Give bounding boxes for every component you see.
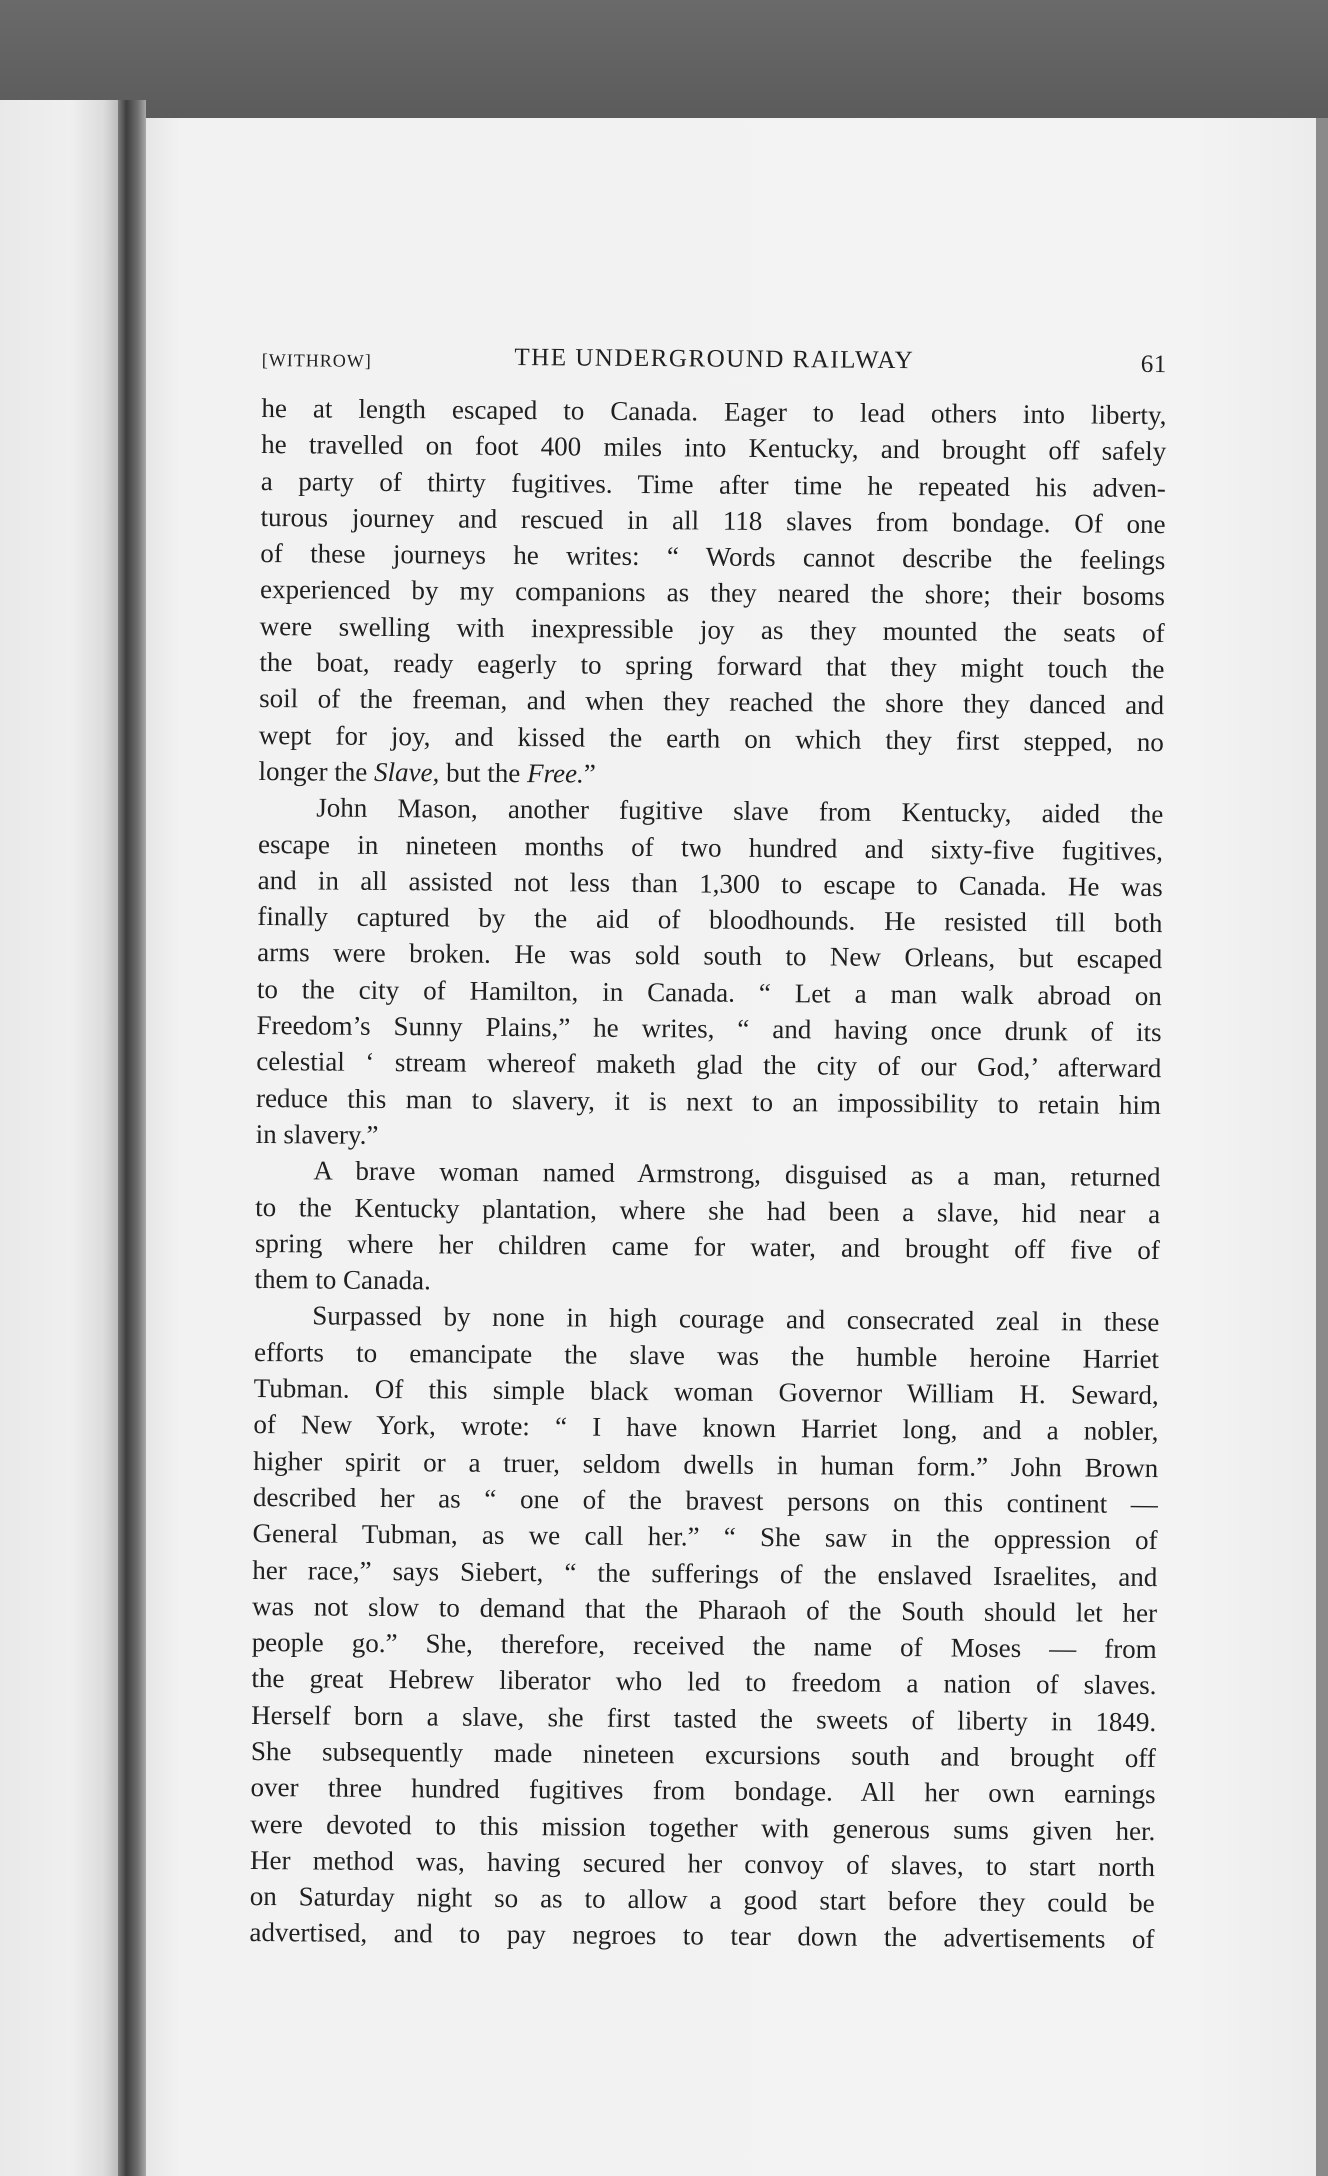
author-tag: [WITHROW]: [261, 349, 372, 371]
text-run: but the: [439, 757, 528, 789]
page-text-block: [249, 338, 1167, 1958]
running-title: THE UNDERGROUND RAILWAY: [514, 343, 915, 375]
italic-text: Free.: [526, 758, 584, 789]
text-line: them to Canada.: [254, 1264, 431, 1296]
text-line: her race,” says Siebert, “ the sufferings of the enslaved Israelites, and: [252, 1554, 1158, 1592]
paragraph-3: [254, 1152, 1160, 1304]
text-line: Her method was, having secured her convoy of slaves, to start north: [249, 1844, 1156, 1882]
text-line: he travelled on foot 400 miles into Kentucky, and brought off safely: [261, 429, 1167, 467]
text-line: turous journey and rescued in all 118 slaves from bondage. Of one: [260, 501, 1166, 539]
text-line: and in all assisted not less than 1,300 to escape to Canada. He was: [257, 864, 1163, 902]
running-head: [262, 338, 1167, 397]
text-line: he at length escaped to Canada. Eager to lead others into liberty,: [261, 392, 1167, 431]
paragraph-4: [249, 1297, 1159, 1957]
book-gutter: [118, 100, 146, 2176]
text-line: She subsequently made nineteen excursions south and brought off: [250, 1735, 1156, 1774]
text-line: A brave woman named Armstrong, disguised as a man, returned: [313, 1155, 1161, 1193]
text-line: was not slow to demand that the Pharaoh of the South should let her: [251, 1590, 1158, 1628]
text-line: escape in nineteen months of two hundred and sixty-five fugitives,: [257, 828, 1164, 866]
text-line: John Mason, another fugitive slave from Kentucky, aided the: [316, 792, 1164, 830]
text-line: finally captured by the aid of bloodhounds. He resisted till both: [257, 901, 1163, 939]
text-line: of these journeys he writes: “ Words cannot describe the feelings: [260, 538, 1166, 576]
text-line: Herself born a slave, she first tasted the sweets of liberty in 1849.: [251, 1699, 1157, 1737]
scan-background: [0, 0, 1328, 120]
text-line: a party of thirty fugitives. Time after time he repeated his adven-: [260, 465, 1166, 503]
text-line: were swelling with inexpressible joy as they mounted the seats of: [259, 610, 1165, 648]
text-line: people go.” She, therefore, received the name of Moses — from: [251, 1627, 1157, 1665]
text-line: arms were broken. He was sold south to New Orleans, but escaped: [257, 937, 1163, 975]
text-line: the boat, ready eagerly to spring forward that they might touch the: [259, 647, 1165, 685]
page-number: 61: [1140, 350, 1167, 379]
text-line: soil of the freeman, and when they reached the shore they danced and: [259, 683, 1165, 721]
text-line: Freedom’s Sunny Plains,” he writes, “ and having once drunk of its: [256, 1010, 1162, 1048]
text-line: in slavery.”: [255, 1118, 379, 1150]
text-line: celestial ‘ stream whereof maketh glad the city of our God,’ afterward: [256, 1046, 1162, 1084]
text-line: wept for joy, and kissed the earth on which they first stepped, no: [258, 719, 1164, 757]
paragraph-1: [258, 390, 1166, 796]
paragraph-2: [256, 789, 1164, 1159]
text-line: the great Hebrew liberator who led to freedom a nation of slaves.: [251, 1663, 1157, 1701]
text-line: Tubman. Of this simple black woman Governor William H. Seward,: [253, 1372, 1159, 1411]
text-line: reduce this man to slavery, it is next to an impossibility to retain him: [255, 1082, 1162, 1120]
text-line: spring where her children came for water, and brought off five of: [254, 1227, 1160, 1265]
text-line: efforts to emancipate the slave was the humble heroine Harriet: [253, 1336, 1160, 1374]
text-line: Surpassed by none in high courage and consecrated zeal in these: [312, 1300, 1160, 1338]
italic-text: Slave,: [373, 756, 440, 788]
text-line: General Tubman, as we call her.” “ She saw in the oppression of: [252, 1518, 1158, 1556]
text-run: longer the: [258, 755, 375, 787]
text-line: to the Kentucky plantation, where she had been a slave, hid near a: [255, 1191, 1161, 1229]
text-line: to the city of Hamilton, in Canada. “ Let a man walk abroad on: [256, 973, 1162, 1011]
text-line: on Saturday night so as to allow a good start before they could be: [249, 1881, 1155, 1919]
text-line: of New York, wrote: “ I have known Harriet long, and a nobler,: [253, 1409, 1159, 1447]
text-line: were devoted to this mission together with generous sums given her.: [250, 1808, 1156, 1846]
text-line: over three hundred fugitives from bondage. All her own earnings: [250, 1772, 1156, 1810]
text-line: advertised, and to pay negroes to tear down the advertisements of: [249, 1917, 1155, 1955]
page-edge-shadow: [1316, 118, 1328, 2176]
text-line: higher spirit or a truer, seldom dwells in human form.” John Brown: [253, 1445, 1159, 1483]
text-run: ”: [583, 758, 596, 789]
text-line: experienced by my companions as they neared the shore; their bosoms: [259, 574, 1166, 612]
facing-page-edge: [0, 100, 118, 2176]
text-line: described her as “ one of the bravest persons on this continent —: [252, 1481, 1158, 1519]
